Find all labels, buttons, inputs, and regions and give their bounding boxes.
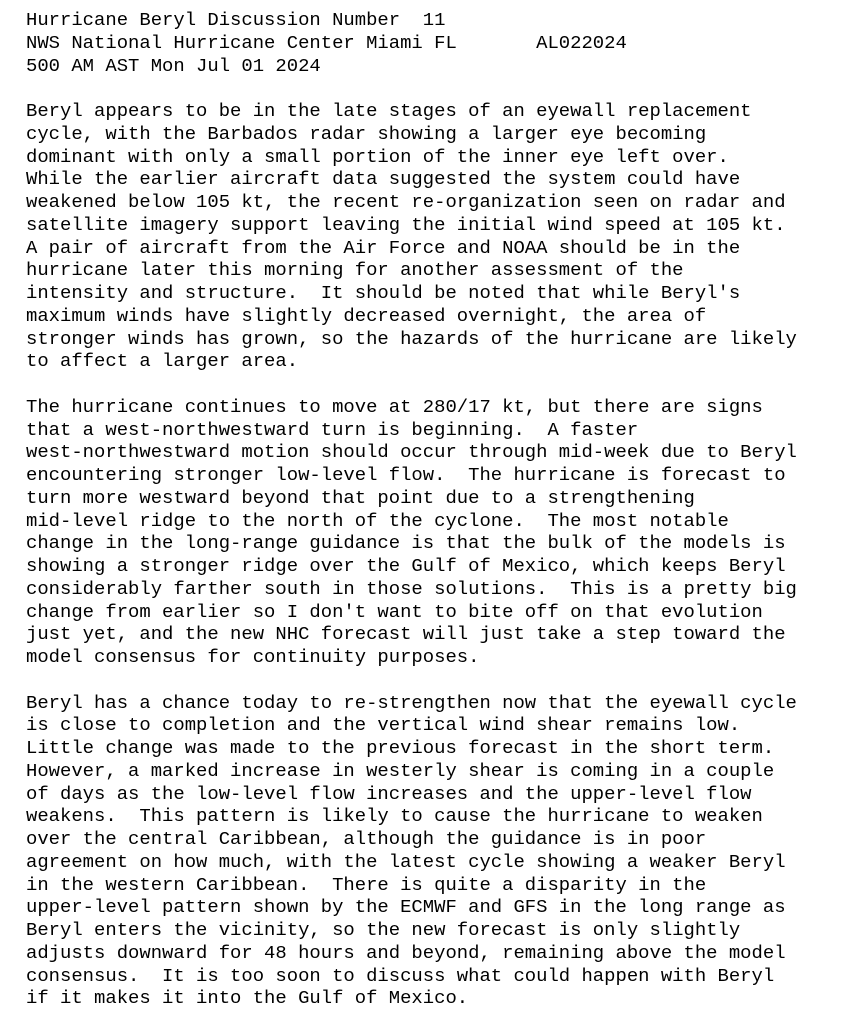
text-line: hurricane later this morning for another assessment of the [26, 259, 684, 282]
text-line: cycle, with the Barbados radar showing a larger eye becoming [26, 122, 707, 145]
paragraph-track-forecast [26, 396, 846, 669]
text-line: upper-level pattern shown by the ECMWF and GFS in the long range as [26, 896, 786, 919]
text-line: change from earlier so I don't want to bite off on that evolution [26, 600, 763, 623]
paragraph-spacer [26, 77, 846, 100]
paragraph-intensity-forecast [26, 692, 846, 1011]
text-line: mid-level ridge to the north of the cyclone. The most notable [26, 509, 729, 532]
text-line: is close to completion and the vertical wind shear remains low. [26, 714, 741, 737]
text-line: encountering stronger low-level flow. The hurricane is forecast to [26, 464, 786, 486]
text-line: Beryl enters the vicinity, so the new forecast is only slightly [26, 919, 741, 941]
text-line: Little change was made to the previous forecast in the short term. [26, 737, 775, 759]
text-line: of days as the low-level flow increases and the upper-level flow [26, 782, 752, 805]
text-line: Beryl appears to be in the late stages of an eyewall replacement [26, 100, 752, 122]
text-line: weakened below 105 kt, the recent re-organization seen on radar and [26, 191, 786, 213]
discussion-title: Hurricane Beryl Discussion Number 11 [26, 9, 446, 31]
text-line: just yet, and the new NHC forecast will just take a step toward the [26, 623, 786, 646]
text-line: to affect a larger area. [26, 350, 299, 373]
text-line: change in the long-range guidance is that the bulk of the models is [26, 532, 786, 555]
text-line: consensus. It is too soon to discuss what could happen with Beryl [26, 964, 775, 987]
text-line: intensity and structure. It should be noted that while Beryl's [26, 282, 741, 304]
text-line: west-northwestward motion should occur through mid-week due to Beryl [26, 441, 797, 464]
text-line: adjusts downward for 48 hours and beyond, remaining above the model [26, 941, 786, 964]
text-line: weakens. This pattern is likely to cause the hurricane to weaken [26, 805, 763, 828]
text-line: However, a marked increase in westerly shear is coming in a couple [26, 759, 775, 782]
discussion-header [26, 9, 846, 77]
text-line: maximum winds have slightly decreased overnight, the area of [26, 304, 707, 327]
text-line: agreement on how much, with the latest cycle showing a weaker Beryl [26, 850, 786, 873]
text-line: considerably farther south in those solutions. This is a pretty big [26, 577, 797, 600]
paragraph-spacer [26, 373, 846, 396]
discussion-document [26, 9, 846, 1010]
paragraph-spacer [26, 669, 846, 692]
text-line: model consensus for continuity purposes. [26, 646, 480, 668]
text-line: Beryl has a chance today to re-strengthen now that the eyewall cycle [26, 691, 797, 714]
text-line: turn more westward beyond that point due to a strengthening [26, 486, 695, 509]
text-line: over the central Caribbean, although the guidance is in poor [26, 828, 707, 850]
text-line: The hurricane continues to move at 280/17 kt, but there are signs [26, 395, 763, 418]
text-line: that a west-northwestward turn is beginning. A faster [26, 418, 639, 441]
text-line: if it makes it into the Gulf of Mexico. [26, 987, 469, 1010]
text-line: stronger winds has grown, so the hazards of the hurricane are likely [26, 327, 797, 350]
discussion-body [26, 77, 846, 1010]
paragraph-current-status [26, 100, 846, 373]
issue-time: 500 AM AST Mon Jul 01 2024 [26, 54, 321, 77]
text-line: While the earlier aircraft data suggested the system could have [26, 168, 741, 191]
text-line: dominant with only a small portion of the inner eye left over. [26, 145, 729, 168]
text-line: showing a stronger ridge over the Gulf of Mexico, which keeps Beryl [26, 555, 786, 577]
text-line: in the western Caribbean. There is quite a disparity in the [26, 873, 707, 896]
text-line: A pair of aircraft from the Air Force and NOAA should be in the [26, 236, 741, 259]
text-line: satellite imagery support leaving the initial wind speed at 105 kt. [26, 213, 786, 236]
issuing-office: NWS National Hurricane Center Miami FL AL022024 [26, 31, 627, 54]
